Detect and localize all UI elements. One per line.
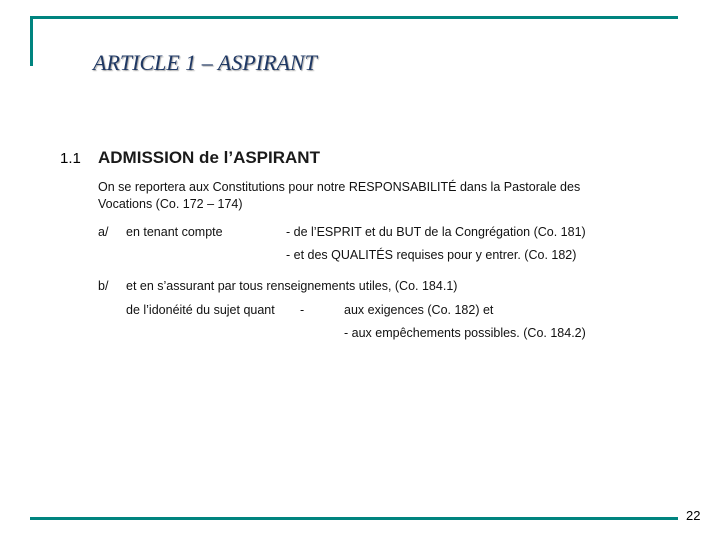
intro-line-1: On se reportera aux Constitutions pour notre RESPONSABILITÉ dans la Pastorale des <box>98 180 581 194</box>
intro-line-2: Vocations (Co. 172 – 174) <box>98 197 243 211</box>
item-b-line-2: de l’idonéité du sujet quant <box>126 303 275 317</box>
section-number: 1.1 <box>60 150 81 167</box>
item-a-point-2: - et des QUALITÉS requises pour y entrer. (Co. 182) <box>286 248 577 262</box>
section-heading: ADMISSION de l’ASPIRANT <box>98 148 320 167</box>
frame-left-border <box>30 16 33 66</box>
item-b-line-1: et en s’assurant par tous renseignements utiles, (Co. 184.1) <box>126 279 458 293</box>
item-a-marker: a/ <box>98 225 109 239</box>
item-b-point-1: aux exigences (Co. 182) et <box>344 303 494 317</box>
article-title: ARTICLE 1 – ASPIRANT <box>93 50 317 75</box>
frame-bottom-border <box>30 517 678 520</box>
page-number: 22 <box>686 508 701 523</box>
item-a-text: en tenant compte <box>126 225 223 239</box>
item-b-marker: b/ <box>98 279 109 293</box>
item-a-point-1: - de l’ESPRIT et du BUT de la Congrégation (Co. 181) <box>286 225 586 239</box>
item-b-point-2: - aux empêchements possibles. (Co. 184.2) <box>344 326 586 340</box>
frame-top-border <box>30 16 678 19</box>
item-b-dash: - <box>300 303 305 317</box>
